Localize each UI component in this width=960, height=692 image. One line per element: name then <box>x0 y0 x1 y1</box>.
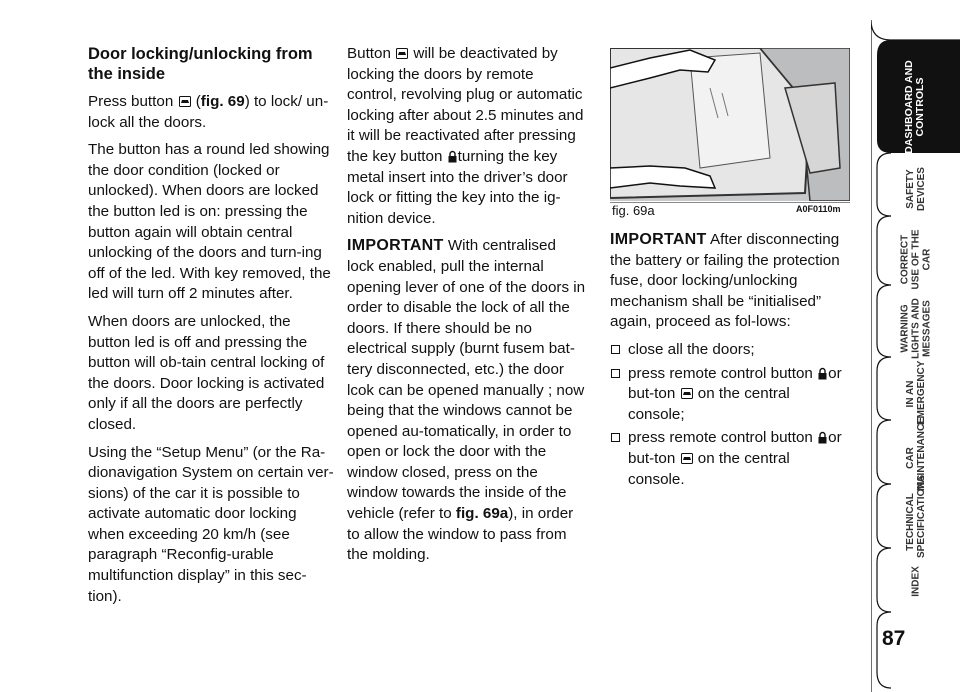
figure-code: A0F0110m <box>796 204 841 214</box>
important-label: IMPORTANT <box>610 231 707 248</box>
paragraph: When doors are unlocked, the button led is off and pressing the button will ob-tain central locking of the doors. Door locking is activated only if all the doors are perfectly closed. <box>88 312 325 433</box>
paragraph <box>88 92 334 133</box>
padlock-icon <box>818 367 827 380</box>
figure-caption: fig. 69a <box>612 203 655 218</box>
text: ( <box>191 93 201 110</box>
padlock-icon <box>448 150 457 163</box>
tab-label: DASHBOARD AND CONTROLS <box>903 60 926 154</box>
text: With centralised lock enabled, pull the internal opening lever of one of the doors in order to disable the lock of all the doors. If there should be no electrical supply (burnt fusem bat-tery disconnected, etc.) the door lcok can be opened manually ; now being that the windows cannot be opened au-tomatically, in order to open or lock the door with the window closed, press on the window towards the inside of the vehicle (refer to <box>347 237 586 523</box>
column-1 <box>88 44 334 614</box>
steps-list <box>610 340 850 490</box>
car-lock-button-icon <box>681 388 693 399</box>
padlock-icon <box>818 431 827 444</box>
text: or but-ton <box>628 364 842 403</box>
text: ), in order to allow the window to pass from the molding. <box>347 505 574 564</box>
text: press remote control button <box>628 429 813 447</box>
column-3 <box>610 230 850 493</box>
column-2 <box>347 44 587 573</box>
text: or but-ton <box>628 429 842 467</box>
tab-label: CAR MAINTENANCE <box>905 417 927 491</box>
important-label: IMPORTANT <box>347 237 444 255</box>
text: Button <box>347 45 391 62</box>
section-heading: Door locking/unlocking from the inside <box>88 45 313 83</box>
figure-69a <box>610 48 850 201</box>
list-item <box>610 364 850 426</box>
text: turning the key metal insert into the driver’s door lock or fitting the key into the ig-nition device. <box>347 147 568 227</box>
list-item <box>610 340 850 361</box>
chapter-tabs <box>871 0 960 692</box>
tab-label: TECHNICAL SPECIFICATIONS <box>905 474 927 558</box>
text: will be deactivated by locking the doors by remote control, revolving plug or automatic locking after about 2.5 minutes and it will be reactivated after pressing the key button <box>347 45 584 165</box>
page-number: 87 <box>882 627 906 650</box>
paragraph: Using the “Setup Menu” (or the Ra-dionavigation System on certain ver-sions) of the car it is possible to activate automatic door locking when exceeding 20 km/h (see paragraph “Reconfig-urable multifunction display” in this sec-tion). <box>88 443 334 605</box>
tab-label: INDEX <box>910 566 922 597</box>
checkbox-bullet-icon <box>611 345 620 354</box>
paragraph <box>347 236 587 566</box>
figure-ref: fig. 69a <box>455 505 509 523</box>
text: Press button <box>88 93 174 110</box>
text: close all the doors; <box>628 340 755 358</box>
checkbox-bullet-icon <box>611 433 620 442</box>
paragraph <box>347 44 587 229</box>
tab-label: SAFETY DEVICES <box>905 167 927 211</box>
text: ) to lock/ un-lock all the doors. <box>88 93 329 131</box>
text: on the central console. <box>628 449 790 488</box>
list-item <box>610 428 850 490</box>
text: press remote control button <box>628 364 813 382</box>
car-lock-button-icon <box>681 453 693 464</box>
text: on the central console; <box>628 385 790 423</box>
car-lock-button-icon <box>396 48 408 59</box>
figure-ref: fig. 69 <box>200 93 245 110</box>
car-window-illustration <box>610 48 850 201</box>
tab-label: CORRECT USE OF THE CAR <box>899 229 933 290</box>
car-lock-button-icon <box>179 96 191 107</box>
paragraph <box>610 230 850 333</box>
checkbox-bullet-icon <box>611 369 620 378</box>
text: After disconnecting the battery or failing the protection fuse, door locking/unlocking mechanism shall be “initialised” again, proceed as fol-lows: <box>610 231 840 331</box>
tab-label: IN AN EMERGENCY <box>905 360 927 425</box>
tab-label: WARNING LIGHTS AND MESSAGES <box>899 298 933 359</box>
paragraph: The button has a round led showing the door condition (locked or unlocked). When doors are locked the button led is on: pressing the button again will obtain central unlocking of the doors and turn-ing off of the led. With key removed, the led will turn off 2 minutes after. <box>88 141 331 303</box>
